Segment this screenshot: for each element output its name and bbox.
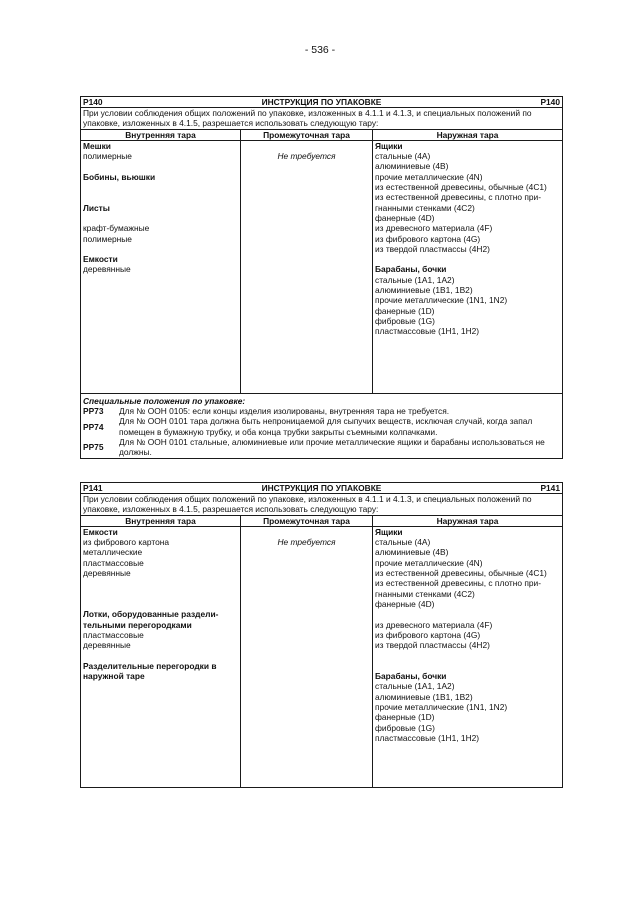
outer-item: из естественной древесины, обычные (4C1) xyxy=(375,182,547,193)
column-header-inner: Внутренняя тара xyxy=(81,515,241,526)
instruction-code-right: P141 xyxy=(540,483,560,493)
column-header-intermediate: Промежуточная тара xyxy=(241,515,373,526)
intermediate-value: Не требуется xyxy=(277,537,336,548)
outer-packaging-cell xyxy=(373,526,563,787)
outer-heading: Барабаны, бочки xyxy=(375,264,447,275)
page-number: - 536 - xyxy=(304,44,336,56)
special-provision-row xyxy=(83,437,560,458)
inner-heading: Лотки, оборудованные раздели- xyxy=(83,609,219,620)
outer-item: пластмассовые (1H1, 1H2) xyxy=(375,326,480,337)
inner-item: крафт-бумажные xyxy=(83,223,150,234)
inner-heading: Разделительные перегородки в xyxy=(83,660,217,671)
column-header-outer: Наружная тара xyxy=(373,129,563,140)
instruction-title: ИНСТРУКЦИЯ ПО УПАКОВКЕ xyxy=(261,483,382,493)
column-header-outer: Наружная тара xyxy=(373,515,563,526)
inner-item: пластмассовые xyxy=(83,629,144,640)
special-provision-code: PP73 xyxy=(83,406,104,417)
outer-item: из естественной древесины, с плотно при- xyxy=(375,192,542,203)
outer-item: прочие металлические (1N1, 1N2) xyxy=(375,701,508,712)
instruction-code-left: P141 xyxy=(83,483,103,493)
outer-item: из твердой пластмассы (4H2) xyxy=(375,243,490,254)
instruction-header xyxy=(81,97,563,108)
instruction-intro: При условии соблюдения общих положений по упаковке, изложенных в 4.1.1 и 4.1.3, и специальных положений по упаковке, изложенных в 4.1.5, разрешается использовать следующую тару: xyxy=(81,494,563,516)
inner-item: металлические xyxy=(83,547,143,558)
outer-item: из древесного материала (4F) xyxy=(375,223,493,234)
outer-item: из фибрового картона (4G) xyxy=(375,629,481,640)
special-provision-row xyxy=(83,416,560,437)
inner-item: деревянные xyxy=(83,264,131,275)
inner-packaging-cell xyxy=(81,526,241,787)
inner-item: из фибрового картона xyxy=(83,537,170,548)
packing-instruction-p141 xyxy=(80,482,563,788)
inner-item: деревянные xyxy=(83,640,131,651)
inner-item: деревянные xyxy=(83,568,131,579)
outer-item: фанерные (1D) xyxy=(375,712,435,723)
outer-item: стальные (1A1, 1A2) xyxy=(375,681,455,692)
outer-item: прочие металлические (1N1, 1N2) xyxy=(375,295,508,306)
inner-heading: Бобины, вьюшки xyxy=(83,171,156,182)
instruction-intro: При условии соблюдения общих положений по упаковке, изложенных в 4.1.1 и 4.1.3, и специальных положений по упаковке, изложенных в 4.1.5, разрешается использовать следующую тару: xyxy=(81,108,563,130)
special-provisions-title: Специальные положения по упаковке: xyxy=(83,395,246,406)
instruction-title: ИНСТРУКЦИЯ ПО УПАКОВКЕ xyxy=(261,97,382,107)
outer-item: гнанными стенками (4C2) xyxy=(375,588,475,599)
inner-item: полимерные xyxy=(83,151,132,162)
special-provision-row xyxy=(83,406,560,416)
special-provisions-cell xyxy=(81,393,563,458)
outer-item: из фибрового картона (4G) xyxy=(375,233,481,244)
inner-packaging-cell xyxy=(81,140,241,393)
instruction-code-right: P140 xyxy=(540,97,560,107)
inner-item: полимерные xyxy=(83,233,132,244)
outer-item: фибровые (1G) xyxy=(375,722,435,733)
outer-item: из твердой пластмассы (4H2) xyxy=(375,640,490,651)
packing-instruction-p140 xyxy=(80,96,563,459)
outer-item: фанерные (1D) xyxy=(375,305,435,316)
outer-item: пластмассовые (1H1, 1H2) xyxy=(375,732,480,743)
special-provisions-list xyxy=(83,406,560,457)
instruction-code-left: P140 xyxy=(83,97,103,107)
outer-item: фанерные (4D) xyxy=(375,598,435,609)
outer-item: стальные (4A) xyxy=(375,151,431,162)
outer-item: из естественной древесины, обычные (4C1) xyxy=(375,568,547,579)
outer-item: фибровые (1G) xyxy=(375,315,435,326)
inner-heading: наружной таре xyxy=(83,671,145,682)
outer-item: фанерные (4D) xyxy=(375,212,435,223)
special-provision-text: Для № ООН 0101 стальные, алюминиевые или прочие металлические ящики и барабаны использоваться не должны. xyxy=(119,437,545,458)
outer-packaging-cell xyxy=(373,140,563,393)
outer-item: алюминиевые (1B1, 1B2) xyxy=(375,691,473,702)
inner-heading: Емкости xyxy=(83,526,118,537)
outer-heading: Ящики xyxy=(375,526,403,537)
outer-item: из древесного материала (4F) xyxy=(375,619,493,630)
outer-item: прочие металлические (4N) xyxy=(375,171,483,182)
intermediate-value: Не требуется xyxy=(277,151,336,162)
intermediate-packaging-cell xyxy=(241,526,373,787)
outer-heading: Барабаны, бочки xyxy=(375,671,447,682)
outer-item: алюминиевые (4B) xyxy=(375,547,449,558)
outer-item: стальные (4A) xyxy=(375,537,431,548)
outer-item: алюминиевые (4B) xyxy=(375,161,449,172)
inner-heading: Мешки xyxy=(83,140,111,151)
intermediate-packaging-cell xyxy=(241,140,373,393)
inner-heading: тельными перегородками xyxy=(83,619,192,630)
special-provision-text: Для № ООН 0101 тара должна быть непроницаемой для сыпучих веществ, исключая случай, когда запал помещен в бумажную трубку, и оба конца трубки закрыты съемными колпачками. xyxy=(119,416,533,437)
column-header-intermediate: Промежуточная тара xyxy=(241,129,373,140)
outer-item: алюминиевые (1B1, 1B2) xyxy=(375,285,473,296)
outer-item: стальные (1A1, 1A2) xyxy=(375,274,455,285)
special-provision-code: PP75 xyxy=(83,442,104,453)
special-provision-text: Для № ООН 0105: если концы изделия изолированы, внутренняя тара не требуется. xyxy=(119,406,450,417)
inner-item: пластмассовые xyxy=(83,557,144,568)
outer-heading: Ящики xyxy=(375,140,403,151)
outer-item: прочие металлические (4N) xyxy=(375,557,483,568)
special-provision-code: PP74 xyxy=(83,421,104,432)
instruction-header xyxy=(81,483,563,494)
outer-item: из естественной древесины, с плотно при- xyxy=(375,578,542,589)
inner-heading: Емкости xyxy=(83,254,118,265)
inner-heading: Листы xyxy=(83,202,110,213)
outer-item: гнанными стенками (4C2) xyxy=(375,202,475,213)
column-header-inner: Внутренняя тара xyxy=(81,129,241,140)
